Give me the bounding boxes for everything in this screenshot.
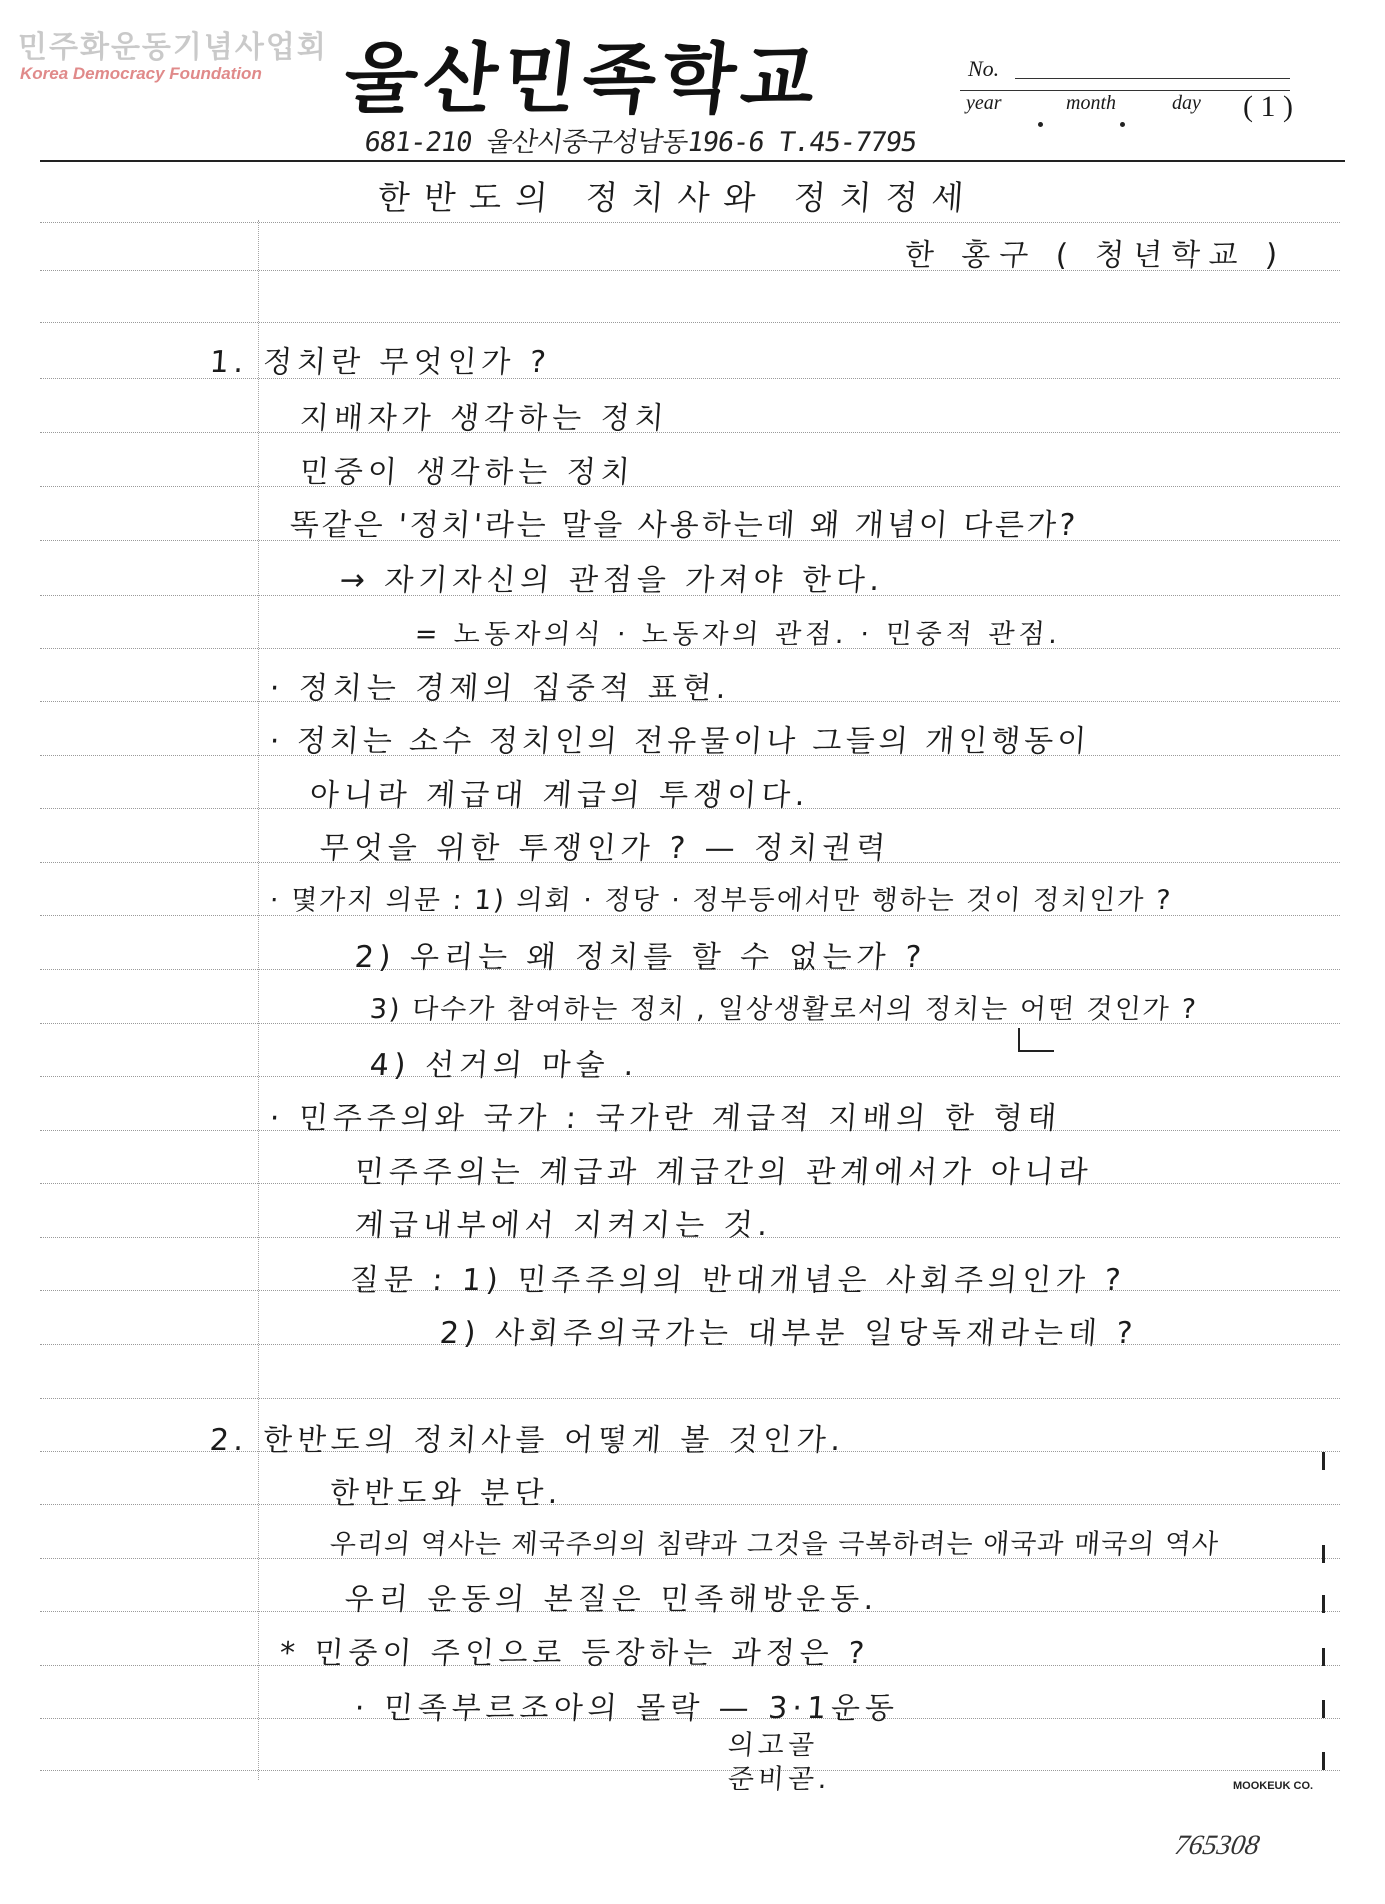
note-line: · 정치는 소수 정치인의 전유물이나 그들의 개인행동이: [268, 724, 1092, 759]
archive-number: 765308: [1172, 1830, 1262, 1861]
note-line: · 민족부르조아의 몰락 — 3·1운동: [353, 1691, 901, 1726]
note-line: 준비곧.: [726, 1764, 832, 1795]
ruled-line: [40, 1398, 1340, 1399]
date-field-line: [960, 90, 1290, 91]
edge-mark: [1322, 1700, 1325, 1718]
note-line: 아니라 계급대 계급의 투쟁이다.: [308, 778, 811, 813]
note-line: 우리의 역사는 제국주의의 침략과 그것을 극복하려는 애국과 매국의 역사: [328, 1529, 1220, 1560]
document-title: 한반도의 정치사와 정치정세: [376, 178, 979, 217]
month-label: month: [1066, 92, 1116, 114]
correction-mark: [1018, 1028, 1054, 1052]
edge-mark: [1322, 1452, 1325, 1470]
day-label: day: [1172, 92, 1201, 114]
note-line: 계급내부에서 지켜지는 것.: [353, 1208, 774, 1243]
section-heading: 1. 정치란 무엇인가 ?: [208, 345, 552, 380]
date-separator-dot: [1120, 122, 1125, 127]
note-line: 2) 사회주의국가는 대부분 일당독재라는데 ?: [438, 1316, 1139, 1351]
note-line: 의고골: [726, 1730, 820, 1761]
note-line: 한반도와 분단.: [328, 1476, 564, 1511]
school-name-letterhead: 울산민족학교: [339, 34, 826, 123]
note-line: 질문 : 1) 민주주의의 반대개념은 사회주의인가 ?: [348, 1263, 1127, 1298]
ruled-line: [40, 432, 1340, 433]
note-line: · 몇가지 의문 : 1) 의회 · 정당 · 정부등에서만 행하는 것이 정치인가 ?: [268, 885, 1174, 916]
note-line: 민주주의는 계급과 계급간의 관계에서가 아니라: [353, 1155, 1094, 1190]
note-line: * 민중이 주인으로 등장하는 과정은 ?: [278, 1636, 871, 1671]
ruled-line: [40, 1076, 1340, 1077]
note-line: 지배자가 생각하는 정치: [298, 401, 670, 436]
note-line: = 노동자의식 · 노동자의 관점. · 민중적 관점.: [413, 619, 1063, 650]
note-line: 똑같은 '정치'라는 말을 사용하는데 왜 개념이 다른가?: [288, 508, 1080, 543]
ruled-line: [40, 1770, 1340, 1771]
note-line: → 자기자신의 관점을 가져야 한다.: [338, 563, 886, 598]
note-line: · 민주주의와 국가 : 국가란 계급적 지배의 한 형태: [268, 1101, 1063, 1136]
note-line: · 정치는 경제의 집중적 표현.: [268, 671, 732, 706]
document-author: 한 홍구 ( 청년학교 ): [903, 238, 1288, 273]
no-field-line: [1015, 78, 1290, 79]
header-rule: [40, 160, 1345, 162]
note-line: 3) 다수가 참여하는 정치 , 일상생활로서의 정치는 어떤 것인가 ?: [368, 994, 1199, 1025]
ruled-line: [40, 486, 1340, 487]
school-address: 681-210 울산시중구성남동196-6 T.45-7795: [362, 127, 919, 158]
date-separator-dot: [1038, 122, 1043, 127]
no-label: No.: [968, 56, 1000, 81]
page-number: ( 1 ): [1243, 90, 1293, 123]
note-line: 2) 우리는 왜 정치를 할 수 없는가 ?: [353, 940, 928, 975]
edge-mark: [1322, 1595, 1325, 1613]
edge-mark: [1322, 1752, 1325, 1770]
note-line: 우리 운동의 본질은 민족해방운동.: [343, 1582, 880, 1617]
ruled-line: [40, 1504, 1340, 1505]
section-heading: 2. 한반도의 정치사를 어떻게 볼 것인가.: [208, 1423, 847, 1458]
edge-mark: [1322, 1545, 1325, 1563]
archive-watermark-english: Korea Democracy Foundation: [20, 64, 262, 83]
paper-brand: MOOKEUK CO.: [1233, 1780, 1314, 1792]
edge-mark: [1322, 1648, 1325, 1666]
year-label: year: [966, 92, 1002, 114]
archive-watermark-korean: 민주화운동기념사업회: [18, 30, 328, 65]
note-line: 4) 선거의 마술 .: [368, 1048, 640, 1083]
ruled-line: [40, 222, 1340, 223]
left-margin-line: [258, 220, 259, 1780]
note-line: 무엇을 위한 투쟁인가 ? — 정치권력: [318, 831, 892, 866]
note-line: 민중이 생각하는 정치: [298, 455, 636, 490]
ruled-line: [40, 322, 1340, 323]
